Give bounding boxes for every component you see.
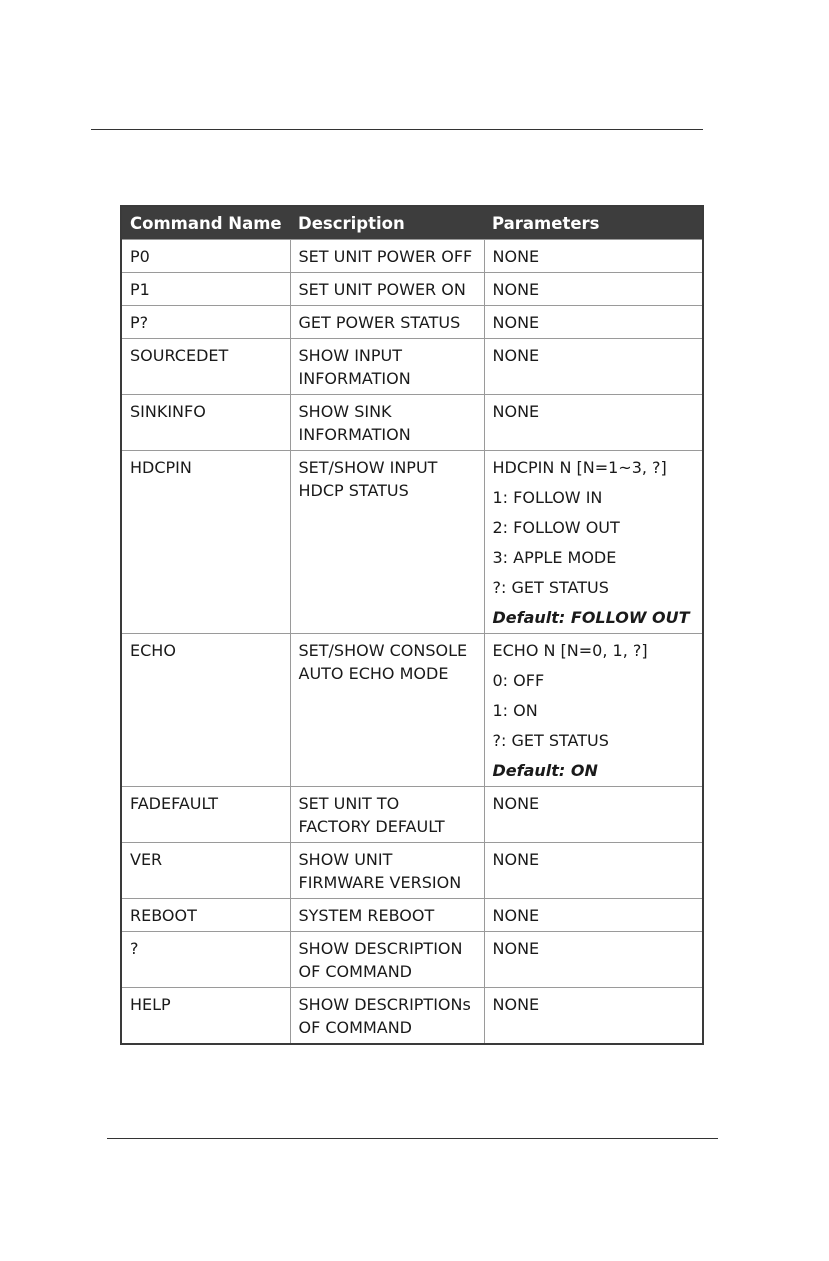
table-body bbox=[121, 240, 703, 1045]
table-row bbox=[121, 634, 703, 787]
parameters-cell bbox=[484, 988, 703, 1045]
command-name-cell: VER bbox=[121, 843, 290, 899]
table-row bbox=[121, 273, 703, 306]
parameters-cell bbox=[484, 932, 703, 988]
description-cell bbox=[290, 273, 484, 306]
parameters-cell bbox=[484, 451, 703, 634]
header-command-name: Command Name bbox=[121, 206, 290, 240]
parameter-line: ?: GET STATUS bbox=[492, 578, 609, 597]
parameter-line: 3: APPLE MODE bbox=[492, 548, 617, 567]
description-line: GET POWER STATUS bbox=[298, 313, 461, 332]
description-line: SHOW INPUT bbox=[298, 346, 403, 365]
command-name-cell: P? bbox=[121, 306, 290, 339]
parameter-line: NONE bbox=[492, 346, 540, 365]
parameter-line: 0: OFF bbox=[492, 671, 545, 690]
description-cell bbox=[290, 899, 484, 932]
description-line: SHOW DESCRIPTIONs bbox=[298, 995, 471, 1014]
description-line: SET UNIT TO bbox=[298, 794, 400, 813]
table-row bbox=[121, 240, 703, 273]
parameter-line: NONE bbox=[492, 850, 540, 869]
table-row bbox=[121, 932, 703, 988]
description-line: FIRMWARE VERSION bbox=[298, 873, 462, 892]
parameter-line: NONE bbox=[492, 247, 540, 266]
parameter-line: 2: FOLLOW OUT bbox=[492, 518, 620, 537]
header-parameters: Parameters bbox=[484, 206, 703, 240]
table-header-row bbox=[121, 206, 703, 240]
description-line: OF COMMAND bbox=[298, 962, 412, 981]
table-row bbox=[121, 306, 703, 339]
parameters-cell bbox=[484, 339, 703, 395]
parameter-line: ?: GET STATUS bbox=[492, 731, 609, 750]
description-line: SET/SHOW INPUT bbox=[298, 458, 438, 477]
parameter-line: HDCPIN N [N=1~3, ?] bbox=[492, 458, 667, 477]
description-cell bbox=[290, 787, 484, 843]
description-line: SYSTEM REBOOT bbox=[298, 906, 435, 925]
parameter-line: 1: ON bbox=[492, 701, 538, 720]
parameters-cell bbox=[484, 634, 703, 787]
footer-rule bbox=[107, 1138, 718, 1139]
parameters-cell bbox=[484, 306, 703, 339]
parameters-cell bbox=[484, 273, 703, 306]
parameter-line: ECHO N [N=0, 1, ?] bbox=[492, 641, 648, 660]
parameter-line: NONE bbox=[492, 402, 540, 421]
description-line: FACTORY DEFAULT bbox=[298, 817, 445, 836]
description-cell bbox=[290, 634, 484, 787]
parameters-cell bbox=[484, 899, 703, 932]
description-line: SHOW SINK bbox=[298, 402, 392, 421]
command-name-cell: P1 bbox=[121, 273, 290, 306]
command-name-cell: ECHO bbox=[121, 634, 290, 787]
parameter-line: 1: FOLLOW IN bbox=[492, 488, 603, 507]
table-row bbox=[121, 395, 703, 451]
description-cell bbox=[290, 843, 484, 899]
description-cell bbox=[290, 240, 484, 273]
parameters-cell bbox=[484, 240, 703, 273]
table-row bbox=[121, 843, 703, 899]
command-name-cell: SINKINFO bbox=[121, 395, 290, 451]
command-name-cell: ? bbox=[121, 932, 290, 988]
description-cell bbox=[290, 932, 484, 988]
command-name-cell: HELP bbox=[121, 988, 290, 1045]
description-cell bbox=[290, 395, 484, 451]
description-line: SET UNIT POWER ON bbox=[298, 280, 466, 299]
header-rule bbox=[91, 129, 703, 130]
table-row bbox=[121, 451, 703, 634]
table-row bbox=[121, 787, 703, 843]
command-table bbox=[120, 205, 704, 1045]
parameters-cell bbox=[484, 787, 703, 843]
table-row bbox=[121, 988, 703, 1045]
command-name-cell: SOURCEDET bbox=[121, 339, 290, 395]
parameter-line: NONE bbox=[492, 995, 540, 1014]
default-value: Default: ON bbox=[492, 761, 598, 780]
parameters-cell bbox=[484, 395, 703, 451]
description-line: SHOW DESCRIPTION bbox=[298, 939, 463, 958]
description-line: AUTO ECHO MODE bbox=[298, 664, 449, 683]
parameter-line: NONE bbox=[492, 906, 540, 925]
parameter-line: NONE bbox=[492, 280, 540, 299]
parameter-line: NONE bbox=[492, 313, 540, 332]
command-name-cell: HDCPIN bbox=[121, 451, 290, 634]
parameter-line: NONE bbox=[492, 939, 540, 958]
description-line: HDCP STATUS bbox=[298, 481, 409, 500]
table-row bbox=[121, 339, 703, 395]
description-cell bbox=[290, 988, 484, 1045]
description-line: SET/SHOW CONSOLE bbox=[298, 641, 468, 660]
description-line: INFORMATION bbox=[298, 425, 411, 444]
description-cell bbox=[290, 339, 484, 395]
description-line: SET UNIT POWER OFF bbox=[298, 247, 473, 266]
command-name-cell: P0 bbox=[121, 240, 290, 273]
description-cell bbox=[290, 306, 484, 339]
description-line: INFORMATION bbox=[298, 369, 411, 388]
parameters-cell bbox=[484, 843, 703, 899]
default-value: Default: FOLLOW OUT bbox=[492, 608, 690, 627]
header-description: Description bbox=[290, 206, 484, 240]
parameter-line: NONE bbox=[492, 794, 540, 813]
description-line: SHOW UNIT bbox=[298, 850, 393, 869]
command-name-cell: FADEFAULT bbox=[121, 787, 290, 843]
table-row bbox=[121, 899, 703, 932]
description-line: OF COMMAND bbox=[298, 1018, 412, 1037]
description-cell bbox=[290, 451, 484, 634]
command-name-cell: REBOOT bbox=[121, 899, 290, 932]
